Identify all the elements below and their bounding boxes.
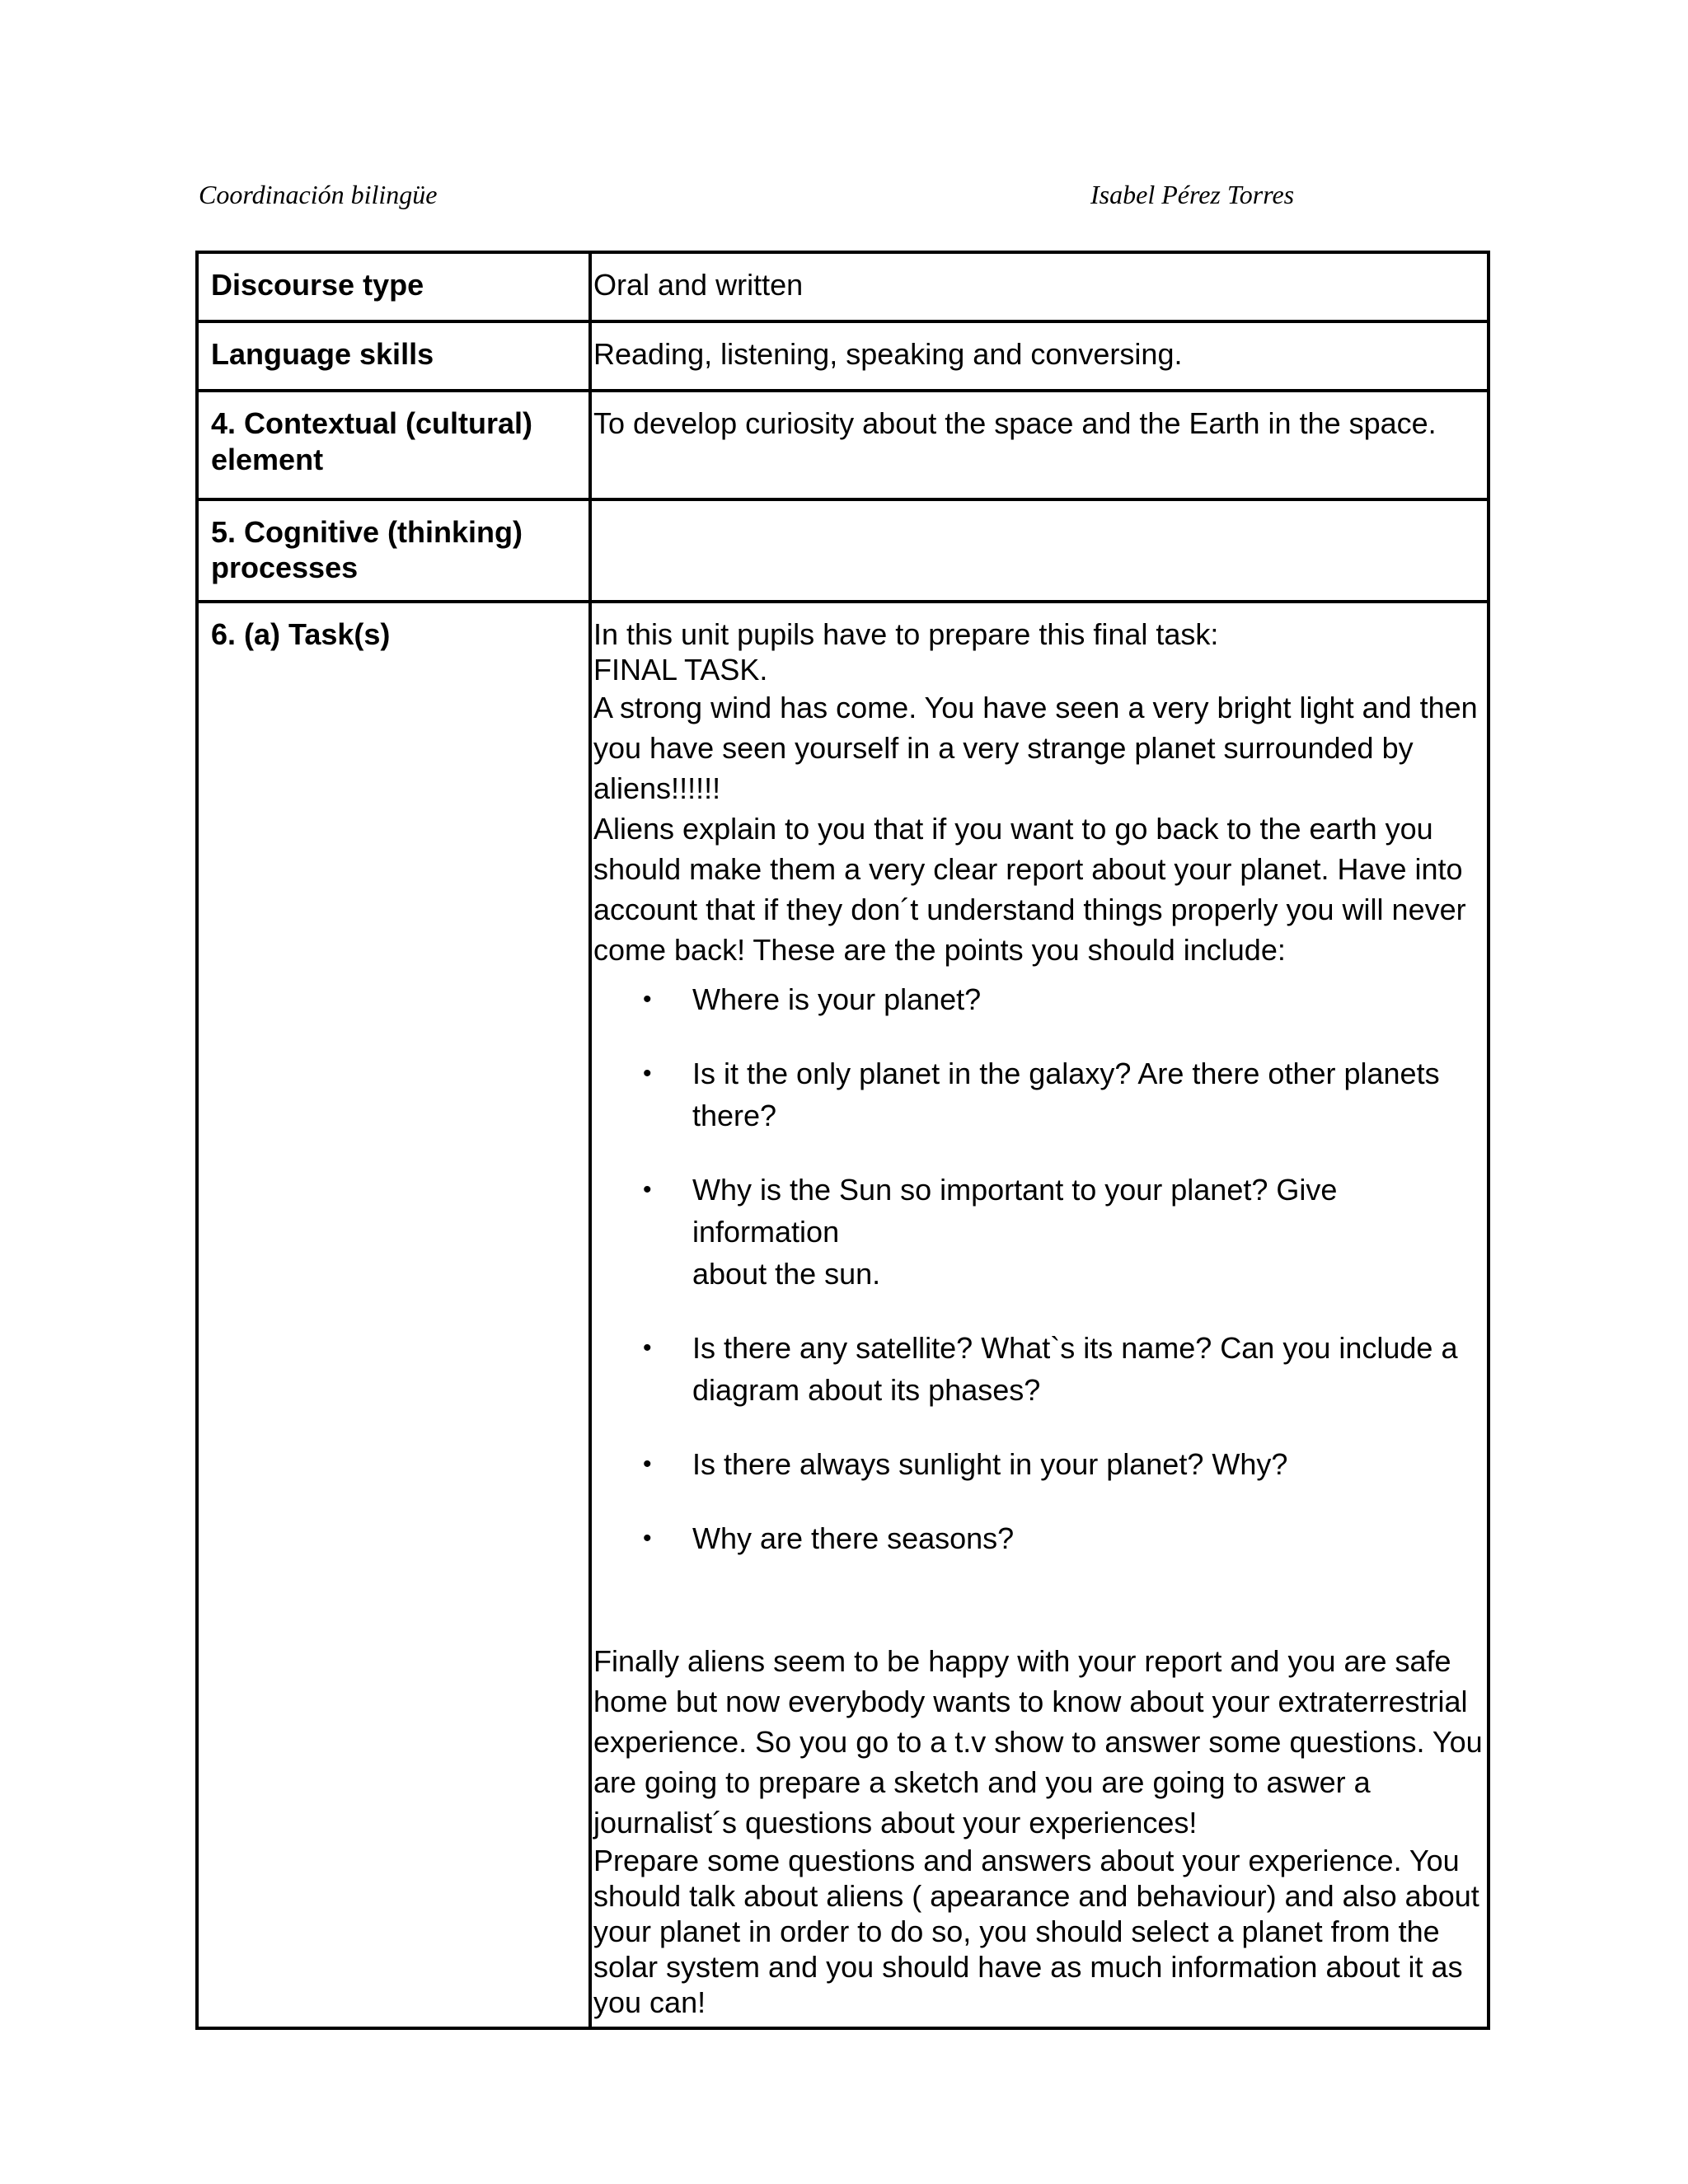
list-item-line: Is there always sunlight in your planet? Why? [692,1447,1288,1481]
task-scenario-line: you have seen yourself in a very strange planet surrounded by [593,731,1414,765]
contextual-element-label [197,391,590,499]
table-row-language-skills [197,321,1489,391]
tasks-label: 6. (a) Task(s) [197,602,590,2028]
task-outro-line: are going to prepare a sketch and you are going to aswer a [593,1765,1371,1799]
table-row-contextual-element [197,391,1489,499]
list-item-line: diagram about its phases? [692,1373,1041,1407]
task-scenario-line: aliens!!!!!! [593,771,721,805]
task-closing [593,1843,1484,2020]
bullet-icon: • [643,1060,652,1087]
list-item [593,1169,1484,1295]
task-outro-line: journalist´s questions about your experiences! [593,1806,1198,1840]
contextual-element-value: To develop curiosity about the space and the Earth in the space. [590,391,1489,499]
spacer [593,1591,1484,1641]
discourse-type-value: Oral and written [590,252,1489,321]
task-outro-line: experience. So you go to a t.v show to answer some questions. You [593,1725,1483,1759]
task-scenario-line: come back! These are the points you should include: [593,933,1286,967]
list-item-line: Is there any satellite? What`s its name? Can you include a [692,1331,1458,1365]
tasks-value [590,602,1489,2028]
cognitive-processes-label-line: processes [211,551,359,584]
list-item-line: Why is the Sun so important to your planet? Give information [692,1173,1338,1249]
task-intro-line: FINAL TASK. [593,653,768,687]
list-item-line: about the sun. [692,1257,881,1291]
contextual-element-label-line: element [211,443,324,476]
header-coordination: Coordinación bilingüe [199,180,438,209]
bullet-icon: • [643,986,652,1013]
task-closing-line: solar system and you should have as much information about it as [593,1950,1463,1984]
list-item [593,978,1484,1020]
table-row-cognitive-processes [197,499,1489,602]
language-skills-value: Reading, listening, speaking and conversing. [590,321,1489,391]
cognitive-processes-label [197,499,590,602]
task-outro-line: Finally aliens seem to be happy with your report and you are safe [593,1644,1451,1678]
list-item-line: Where is your planet? [692,982,982,1016]
bullet-icon: • [643,1334,652,1361]
bullet-icon: • [643,1176,652,1203]
task-scenario-line: Aliens explain to you that if you want to go back to the earth you [593,812,1433,846]
table-row-discourse-type [197,252,1489,321]
cognitive-processes-value [590,499,1489,602]
task-intro [593,616,1484,687]
list-item-line: there? [692,1099,777,1132]
bullet-icon: • [643,1525,652,1552]
task-closing-line: your planet in order to do so, you should select a planet from the [593,1915,1440,1948]
task-closing-line: Prepare some questions and answers about your experience. You [593,1844,1460,1877]
task-scenario [593,687,1484,970]
list-item [593,1327,1484,1411]
discourse-type-label: Discourse type [197,252,590,321]
list-item [593,1517,1484,1559]
list-item [593,1052,1484,1137]
contextual-element-label-line: 4. Contextual (cultural) [211,406,533,440]
lesson-plan-table [195,251,1490,2030]
task-outro-line: home but now everybody wants to know about your extraterrestrial [593,1685,1468,1718]
list-item-line: Is it the only planet in the galaxy? Are there other planets [692,1057,1440,1090]
task-closing-line: should talk about aliens ( apearance and behaviour) and also about [593,1879,1479,1913]
task-scenario-line: account that if they don´t understand things properly you will never [593,893,1466,926]
list-item [593,1443,1484,1485]
task-intro-line: In this unit pupils have to prepare this final task: [593,617,1219,651]
task-outro [593,1641,1484,1843]
header-author: Isabel Pérez Torres [1090,180,1295,209]
task-scenario-line: A strong wind has come. You have seen a very bright light and then [593,691,1478,724]
language-skills-label: Language skills [197,321,590,391]
bullet-icon: • [643,1451,652,1478]
table-row-tasks [197,602,1489,2028]
task-points-list [593,978,1484,1559]
task-scenario-line: should make them a very clear report about your planet. Have into [593,852,1463,886]
task-closing-line: you can! [593,1985,706,2019]
cognitive-processes-label-line: 5. Cognitive (thinking) [211,515,523,549]
list-item-line: Why are there seasons? [692,1521,1015,1555]
